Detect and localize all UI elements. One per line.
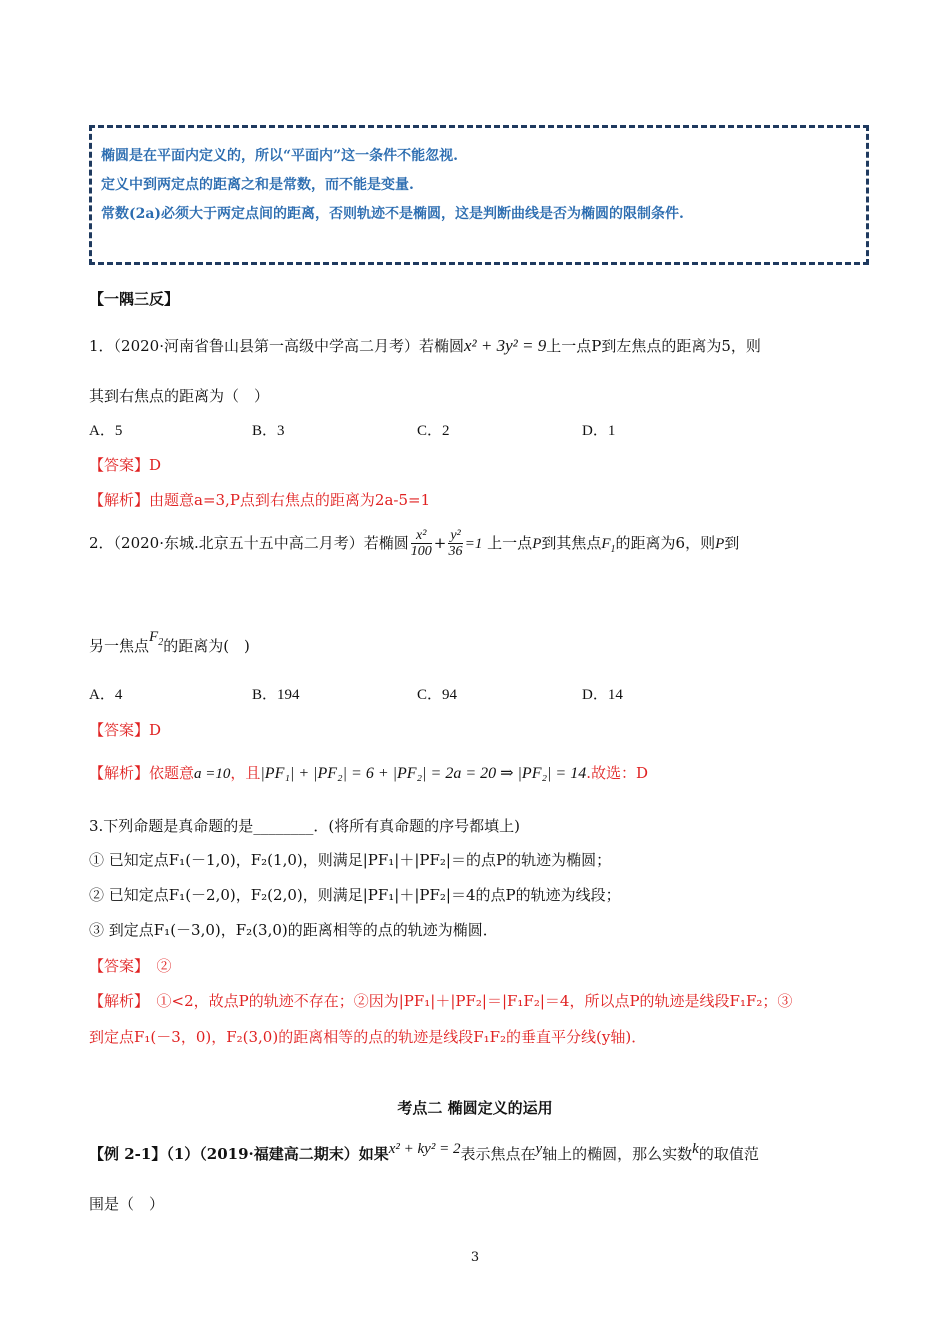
q2-line2-suffix: 的距离为( ) (163, 637, 250, 655)
q1-line2: 其到右焦点的距离为（ ） (89, 387, 270, 405)
ex21-mid1: 表示焦点在 (460, 1145, 536, 1163)
ex21-equation: x² + ky² = 2 (388, 1141, 461, 1157)
q2-mid1: 上一点 (487, 533, 533, 552)
ex21-stem (89, 1143, 759, 1164)
q2-line2-prefix: 另一焦点 (89, 637, 150, 655)
q2-p2: P (715, 535, 725, 552)
note-line-2: 定义中到两定点的距离之和是常数，而不能是变量. (101, 177, 414, 193)
ex21-y: y (535, 1141, 543, 1157)
q1-analysis: 【解析】由题意a=3,P点到右焦点的距离为2a-5=1 (89, 491, 431, 509)
q2-plus: + (433, 533, 447, 552)
ex21-line2: 围是（ ） (89, 1195, 165, 1213)
q2-option-b: B．194 (252, 687, 300, 703)
kaodian-heading: 考点二 椭圆定义的运用 (397, 1099, 553, 1117)
q2-frac-y (448, 528, 462, 560)
q2-f2 (149, 629, 164, 648)
q2-analysis (89, 762, 648, 783)
q3-item-2: ② 已知定点F₁(－2,0)，F₂(2,0)，则满足|PF₁|＋|PF₂|＝4的点P的轨迹为线段； (89, 886, 621, 904)
q2-f1-sub: 1 (610, 543, 616, 555)
q3-item-1: ① 已知定点F₁(－1,0)，F₂(1,0)，则满足|PF₁|＋|PF₂|＝的点P的轨迹为椭圆； (89, 851, 612, 869)
q3-analysis-line1: 【解析】 ①<2，故点P的轨迹不存在；②因为|PF₁|＋|PF₂|＝|F₁F₂|＝4，所以点P的轨迹是线段F₁F₂；③ (89, 992, 793, 1010)
section-heading: 【一隅三反】 (89, 290, 180, 308)
q2-prefix: 2．（2020·东城.北京五十五中高二月考）若椭圆 (89, 533, 409, 552)
q2-answer: 【答案】D (89, 721, 162, 739)
q3-item-3: ③ 到定点F₁(－3,0)，F₂(3,0)的距离相等的点的轨迹为椭圆． (89, 921, 498, 939)
q2-option-a: A．4 (89, 687, 123, 703)
q2-line2 (89, 629, 250, 658)
q3-analysis-line2: 到定点F₁(－3，0)，F₂(3,0)的距离相等的点的轨迹是线段F₁F₂的垂直平分线(y轴)． (89, 1028, 647, 1046)
q2-frac1-den: 100 (410, 544, 432, 560)
ex21-k: k (692, 1141, 699, 1157)
q2-frac-x (411, 528, 432, 560)
q2-option-d: D．14 (582, 687, 623, 703)
q1-suffix: 上一点P到左焦点的距离为5，则 (546, 337, 761, 355)
q2-f2-sub: 2 (158, 637, 164, 648)
q2-f1 (601, 535, 616, 555)
q2-f2-letter: F (149, 629, 159, 645)
note-line-1: 椭圆是在平面内定义的，所以“平面内”这一条件不能忽视. (101, 148, 458, 164)
q2-eq-rhs: =1 (464, 535, 483, 552)
q3-answer: 【答案】 ② (89, 957, 172, 975)
q2-frac1-num: x² (411, 528, 432, 544)
q2-analysis-math: |PF₁| + |PF₂| = 6 + |PF₂| = 2a = 20 ⇒ |PF₂| = 14 (260, 765, 587, 782)
q2-frac2-num: y² (450, 528, 461, 543)
q1-option-a: A．5 (89, 423, 123, 439)
ex21-mid3: 的取值范 (698, 1145, 759, 1163)
note-line-3: 常数(2a)必须大于两定点间的距离，否则轨迹不是椭圆，这是判断曲线是否为椭圆的限制条件. (101, 206, 684, 222)
q1-option-d: D．1 (582, 423, 616, 439)
ex21-mid2: 轴上的椭圆，那么实数 (542, 1145, 693, 1163)
q2-analysis-prefix: 【解析】依题意 (89, 764, 195, 782)
q1-option-c: C．2 (417, 423, 450, 439)
q1-option-b: B．3 (252, 423, 285, 439)
q1-equation: x² + 3y² = 9 (464, 336, 547, 355)
q2-mid2: 到其焦点 (541, 533, 602, 552)
q2-stem (89, 528, 739, 560)
q1-prefix: 1．（2020·河南省鲁山县第一高级中学高二月考）若椭圆 (89, 337, 464, 355)
q2-f1-letter: F (601, 535, 611, 552)
q1-stem (89, 335, 761, 356)
q3-stem: 3.下列命题是真命题的是________．(将所有真命题的序号都填上) (89, 817, 521, 835)
q2-frac2-den: 36 (448, 544, 463, 560)
ex21-prefix: 【例 2-1】（1）（2019·福建高二期末）如果 (89, 1145, 389, 1163)
q2-analysis-suffix: .故选：D (586, 764, 649, 782)
q2-option-c: C．94 (417, 687, 458, 703)
q1-answer: 【答案】D (89, 456, 162, 474)
q2-analysis-and: ，且 (230, 764, 261, 782)
q2-mid4: 到 (724, 533, 740, 552)
q2-p: P (532, 535, 542, 552)
page-number: 3 (470, 1250, 480, 1265)
q2-mid3: 的距离为6，则 (615, 533, 716, 552)
q2-analysis-a: a =10 (194, 766, 231, 782)
